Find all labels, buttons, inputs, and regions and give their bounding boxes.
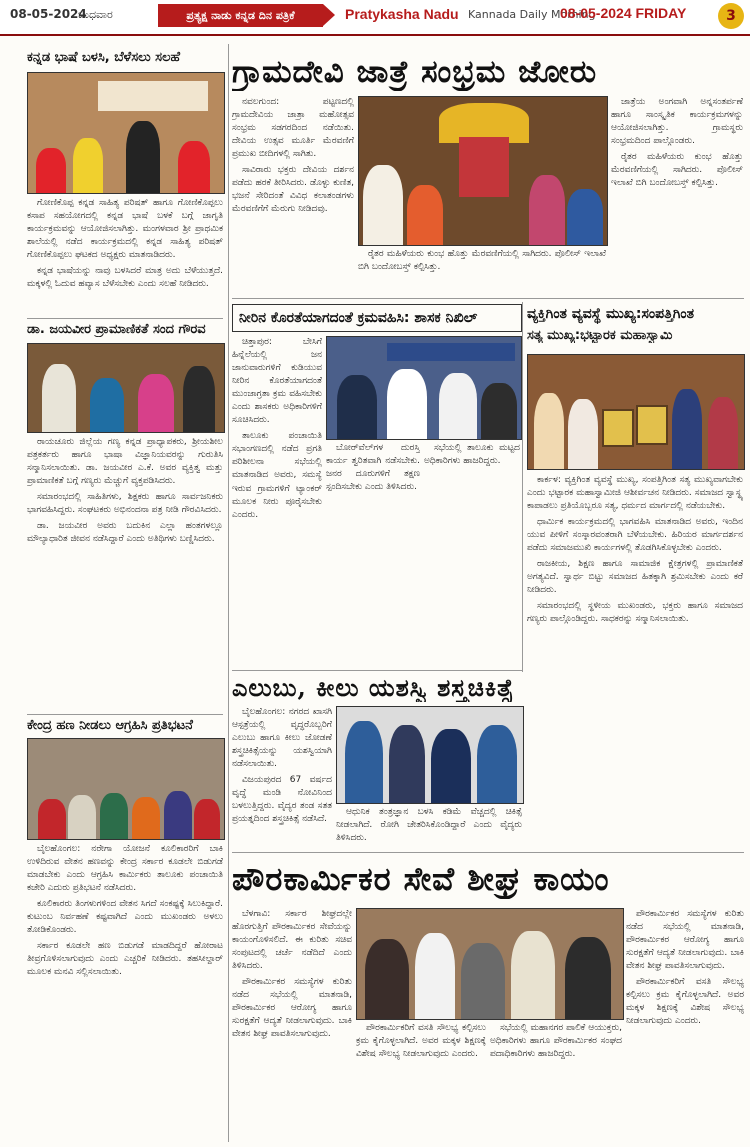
article6-headline: ವ್ಯಕ್ತಿಗಿಂತ ವ್ಯವಸ್ಥೆ ಮುಖ್ಯ:ಸಂಪತ್ತಿಗಿಂತ ಸತ್ಯ ಮುಖ್ಯ:ಭಟ್ಟಾರಕ ಮಹಾಸ್ವಾಮಿ bbox=[527, 306, 694, 343]
masthead-brand: Pratykasha Nadu bbox=[345, 6, 459, 22]
article4-body-col1: ನವಲಗುಂದ: ಪಟ್ಟಣದಲ್ಲಿ ಗ್ರಾಮದೇವಿಯ ಜಾತ್ರಾ ಮಹೋತ್ಸವ ಸಂಭ್ರಮ ಸಡಗರದಿಂದ ನಡೆಯಿತು. ದೇವಿಯ ಉತ್ಸವ ಮೂರ್ತಿ ಮೆರವಣಿಗೆ ಪ್ರಮುಖ ಬೀದಿಗಳಲ್ಲಿ ಸಾಗಿತು. ಸಾವಿರಾರು ಭಕ್ತರು ದೇವಿಯ ದರ್ಶನ ಪಡೆದು ಹರಕೆ ತೀರಿಸಿದರು. ಡೊಳ್ಳು ಕುಣಿತ, ಭಜನೆ ಸೇರಿದಂತೆ ವಿವಿಧ ಕಲಾತಂಡಗಳು ಮೆರವಣಿಗೆಗೆ ಮೆರುಗು ನೀಡಿದವು. bbox=[232, 97, 354, 215]
article5-body-col3: ಸಭೆಯಲ್ಲಿ ತಾಲೂಕು ಮಟ್ಟದ ಅಧಿಕಾರಿಗಳು ಹಾಜರಿದ್ದರು. bbox=[424, 443, 520, 467]
article5-headline: ನೀರಿನ ಕೊರತೆಯಾಗದಂತೆ ಕ್ರಮವಹಿಸಿ: ಶಾಸಕ ನಿಖಿಲ್ bbox=[232, 304, 522, 332]
article5-body-col1: ಚಿತ್ತಾಪುರ: ಬೇಸಿಗೆ ಹಿನ್ನೆಲೆಯಲ್ಲಿ ಜನ ಜಾನುವಾರುಗಳಿಗೆ ಕುಡಿಯುವ ನೀರಿನ ಕೊರತೆಯಾಗದಂತೆ ಮುಂಜಾಗ್ರತಾ ಕ್ರಮ ವಹಿಸಬೇಕು ಎಂದು ಶಾಸಕರು ಅಧಿಕಾರಿಗಳಿಗೆ ಸೂಚಿಸಿದರು. ತಾಲೂಕು ಪಂಚಾಯಿತಿ ಸಭಾಂಗಣದಲ್ಲಿ ನಡೆದ ಪ್ರಗತಿ ಪರಿಶೀಲನಾ ಸಭೆಯಲ್ಲಿ ಮಾತನಾಡಿದ ಅವರು, ಸಮಸ್ಯೆ ಇರುವ ಗ್ರಾಮಗಳಿಗೆ ಟ್ಯಾಂಕರ್ ಮೂಲಕ ನೀರು ಪೂರೈಸಬೇಕು ಎಂದರು. bbox=[232, 337, 322, 520]
article5-body-col2: ಬೋರ್‌ವೆಲ್‌ಗಳ ದುರಸ್ತಿ ಕಾರ್ಯ ತ್ವರಿತವಾಗಿ ನಡೆಸಬೇಕು. ಜನರ ದೂರುಗಳಿಗೆ ತಕ್ಷಣ ಸ್ಪಂದಿಸಬೇಕು ಎಂದು ತಿಳಿಸಿದರು. bbox=[326, 443, 420, 493]
article2-photo bbox=[27, 343, 225, 433]
article1-headline: ಕನ್ನಡ ಭಾಷೆ ಬಳಸಿ, ಬೆಳೆಸಲು ಸಲಹೆ bbox=[27, 50, 181, 65]
masthead-tagline: ಪ್ರತ್ಯಕ್ಷ ನಾಡು ಕನ್ನಡ ದಿನ ಪತ್ರಿಕೆ bbox=[158, 4, 323, 27]
masthead-subtitle: Kannada Daily Morning bbox=[468, 8, 596, 21]
article8-headline: ಪೌರಕಾರ್ಮಿಕರ ಸೇವೆ ಶೀಘ್ರ ಕಾಯಂ bbox=[232, 860, 610, 898]
article6-photo bbox=[527, 354, 745, 470]
article8-body-col4: ಪೌರಕಾರ್ಮಿಕರ ಸಮಸ್ಯೆಗಳ ಕುರಿತು ನಡೆದ ಸಭೆಯಲ್ಲಿ ಮಾತನಾಡಿ, ಪೌರಕಾರ್ಮಿಕರ ಆರೋಗ್ಯ ಹಾಗೂ ಸುರಕ್ಷತೆಗೆ ಆದ್ಯತೆ ನೀಡಲಾಗುವುದು. ಬಾಕಿ ವೇತನ ಶೀಘ್ರ ಪಾವತಿಸಲಾಗುವುದು. ಪೌರಕಾರ್ಮಿಕರಿಗೆ ವಸತಿ ಸೌಲಭ್ಯ ಕಲ್ಪಿಸಲು ಕ್ರಮ ಕೈಗೊಳ್ಳಲಾಗಿದೆ. ಅವರ ಮಕ್ಕಳ ಶಿಕ್ಷಣಕ್ಕೆ ವಿಶೇಷ ಸೌಲಭ್ಯ ನೀಡಲಾಗುವುದು ಎಂದರು. bbox=[626, 909, 744, 1027]
masthead bbox=[0, 0, 750, 36]
article7-body-col2: ಆಧುನಿಕ ತಂತ್ರಜ್ಞಾನ ಬಳಸಿ ಕಡಿಮೆ ವೆಚ್ಚದಲ್ಲಿ ಚಿಕಿತ್ಸೆ ನೀಡಲಾಗಿದೆ. ರೋಗಿ ಚೇತರಿಸಿಕೊಂಡಿದ್ದಾರೆ ಎಂದು ವೈದ್ಯರು ತಿಳಿಸಿದರು. bbox=[336, 807, 522, 844]
masthead-day: ಬುಧವಾರ bbox=[78, 8, 113, 21]
article3-photo bbox=[27, 738, 225, 840]
article3-body: ಬೈಲಹೊಂಗಲ: ನರೇಗಾ ಯೋಜನೆ ಕೂಲಿಕಾರರಿಗೆ ಬಾಕಿ ಉಳಿದಿರುವ ವೇತನ ಹಣವನ್ನು ಕೇಂದ್ರ ಸರ್ಕಾರ ಕೂಡಲೇ ಬಿಡುಗಡೆ ಮಾಡಬೇಕು ಎಂದು ಆಗ್ರಹಿಸಿ ಕಾರ್ಮಿಕರು ತಾಲೂಕು ಪಂಚಾಯಿತಿ ಕಚೇರಿ ಎದುರು ಪ್ರತಿಭಟನೆ ನಡೆಸಿದರು. ಕೂಲಿಕಾರರು ತಿಂಗಳುಗಳಿಂದ ವೇತನ ಸಿಗದೆ ಸಂಕಷ್ಟಕ್ಕೆ ಸಿಲುಕಿದ್ದಾರೆ. ಕುಟುಂಬ ನಿರ್ವಹಣೆ ಕಷ್ಟವಾಗಿದೆ ಎಂದು ಮುಖಂಡರು ಅಳಲು ತೋಡಿಕೊಂಡರು. ಸರ್ಕಾರ ಕೂಡಲೇ ಹಣ ಬಿಡುಗಡೆ ಮಾಡದಿದ್ದರೆ ಹೋರಾಟ ತೀವ್ರಗೊಳಿಸಲಾಗುವುದು ಎಂದು ಎಚ್ಚರಿಕೆ ನೀಡಿದರು. ತಹಸೀಲ್ದಾರ್ ಮೂಲಕ ಮನವಿ ಸಲ್ಲಿಸಲಾಯಿತು. bbox=[27, 844, 223, 978]
article8-body-col3: ಸಭೆಯಲ್ಲಿ ಮಹಾನಗರ ಪಾಲಿಕೆ ಆಯುಕ್ತರು, ಅಧಿಕಾರಿಗಳು ಹಾಗೂ ಪೌರಕಾರ್ಮಿಕರ ಸಂಘದ ಪದಾಧಿಕಾರಿಗಳು ಹಾಜರಿದ್ದರು. bbox=[490, 1023, 622, 1060]
masthead-date-right: 08-05-2024 FRIDAY bbox=[560, 5, 687, 21]
article4-photo bbox=[358, 96, 608, 246]
article1-photo bbox=[27, 72, 225, 194]
article2-headline: ಡಾ. ಜಯವೀರ ಪ್ರಾಮಾಣಿಕತೆ ಸಂದ ಗೌರವ bbox=[27, 322, 206, 337]
article5-photo bbox=[326, 336, 522, 440]
article7-photo bbox=[336, 706, 524, 804]
article4-headline: ಗ್ರಾಮದೇವಿ ಜಾತ್ರೆ ಸಂಭ್ರಮ ಜೋರು bbox=[232, 54, 598, 90]
article4-body-col2: ರೈತರ ಮಹಿಳೆಯರು ಕುಂಭ ಹೊತ್ತು ಮೆರವಣಿಗೆಯಲ್ಲಿ ಸಾಗಿದರು. ಪೊಲೀಸ್ ಇಲಾಖೆ ಬಿಗಿ ಬಂದೋಬಸ್ತ್ ಕಲ್ಪಿಸಿತ್ತು. bbox=[358, 249, 606, 273]
article8-body-col2: ಪೌರಕಾರ್ಮಿಕರಿಗೆ ವಸತಿ ಸೌಲಭ್ಯ ಕಲ್ಪಿಸಲು ಕ್ರಮ ಕೈಗೊಳ್ಳಲಾಗಿದೆ. ಅವರ ಮಕ್ಕಳ ಶಿಕ್ಷಣಕ್ಕೆ ವಿಶೇಷ ಸೌಲಭ್ಯ ನೀಡಲಾಗುವುದು ಎಂದರು. bbox=[356, 1023, 486, 1060]
article6-body: ಕಾರ್ಕಳ: ವ್ಯಕ್ತಿಗಿಂತ ವ್ಯವಸ್ಥೆ ಮುಖ್ಯ, ಸಂಪತ್ತಿಗಿಂತ ಸತ್ಯ ಮುಖ್ಯವಾಗಬೇಕು ಎಂದು ಭಟ್ಟಾರಕ ಮಹಾಸ್ವಾಮೀಜಿ ಆಶೀರ್ವಚನ ನೀಡಿದರು. ಸಮಾಜದ ಸ್ವಾಸ್ಥ್ಯ ಕಾಪಾಡಲು ಪ್ರತಿಯೊಬ್ಬರೂ ಸತ್ಯ, ಧರ್ಮದ ಮಾರ್ಗದಲ್ಲಿ ನಡೆಯಬೇಕು. ಧಾರ್ಮಿಕ ಕಾರ್ಯಕ್ರಮದಲ್ಲಿ ಭಾಗವಹಿಸಿ ಮಾತನಾಡಿದ ಅವರು, ಇಂದಿನ ಯುವ ಪೀಳಿಗೆ ಸಂಸ್ಕಾರವಂತರಾಗಿ ಬೆಳೆಯಬೇಕು. ಹಿರಿಯರ ಮಾರ್ಗದರ್ಶನ ಪಡೆದು ಸಮಾಜಮುಖಿ ಕಾರ್ಯಗಳಲ್ಲಿ ತೊಡಗಿಸಿಕೊಳ್ಳಬೇಕು ಎಂದರು. ರಾಜಕೀಯ, ಶಿಕ್ಷಣ ಹಾಗೂ ಸಾಮಾಜಿಕ ಕ್ಷೇತ್ರಗಳಲ್ಲಿ ಪ್ರಾಮಾಣಿಕತೆ ಅಗತ್ಯವಿದೆ. ಸ್ವಾರ್ಥ ಬಿಟ್ಟು ಸಮಾಜದ ಹಿತಕ್ಕಾಗಿ ಶ್ರಮಿಸಬೇಕು ಎಂದು ಕರೆ ನೀಡಿದರು. ಸಮಾರಂಭದಲ್ಲಿ ಸ್ಥಳೀಯ ಮುಖಂಡರು, ಭಕ್ತರು ಹಾಗೂ ಸಮಾಜದ ಗಣ್ಯರು ಪಾಲ್ಗೊಂಡಿದ್ದರು. ಸಾಧಕರನ್ನು ಸನ್ಮಾನಿಸಲಾಯಿತು. bbox=[527, 475, 743, 625]
article8-photo bbox=[356, 908, 624, 1020]
page-number-badge: 3 bbox=[718, 3, 744, 29]
article7-body-col1: ಬೈಲಹೊಂಗಲ: ನಗರದ ಖಾಸಗಿ ಆಸ್ಪತ್ರೆಯಲ್ಲಿ ವೃದ್ಧರೊಬ್ಬರಿಗೆ ಎಲುಬು ಹಾಗೂ ಕೀಲು ಜೋಡಣೆ ಶಸ್ತ್ರಚಿಕಿತ್ಸೆಯನ್ನು ಯಶಸ್ವಿಯಾಗಿ ನಡೆಸಲಾಯಿತು. ವಿಜಯಪುರದ 67 ವರ್ಷದ ವೃದ್ಧೆ ಮಂಡಿ ನೋವಿನಿಂದ ಬಳಲುತ್ತಿದ್ದರು. ವೈದ್ಯರ ತಂಡ ಸತತ ಪ್ರಯತ್ನದಿಂದ ಶಸ್ತ್ರಚಿಕಿತ್ಸೆ ನಡೆಸಿದೆ. bbox=[232, 707, 332, 825]
article4-body-col3: ಜಾತ್ರೆಯ ಅಂಗವಾಗಿ ಅನ್ನಸಂತರ್ಪಣೆ ಹಾಗೂ ಸಾಂಸ್ಕೃತಿಕ ಕಾರ್ಯಕ್ರಮಗಳನ್ನು ಆಯೋಜಿಸಲಾಗಿತ್ತು. ಗ್ರಾಮಸ್ಥರು ಸಂಭ್ರಮದಿಂದ ಪಾಲ್ಗೊಂಡರು. ರೈತರ ಮಹಿಳೆಯರು ಕುಂಭ ಹೊತ್ತು ಮೆರವಣಿಗೆಯಲ್ಲಿ ಸಾಗಿದರು. ಪೊಲೀಸ್ ಇಲಾಖೆ ಬಿಗಿ ಬಂದೋಬಸ್ತ್ ಕಲ್ಪಿಸಿತ್ತು. bbox=[611, 97, 743, 189]
article7-headline: ಎಲುಬು, ಕೀಲು ಯಶಸ್ವಿ ಶಸ್ತ್ರಚಿಕಿತ್ಸೆ bbox=[232, 673, 515, 702]
article8-body-col1: ಬೆಳಗಾವಿ: ಸರ್ಕಾರ ಶೀಘ್ರದಲ್ಲೇ ಹೊರಗುತ್ತಿಗೆ ಪೌರಕಾರ್ಮಿಕರ ಸೇವೆಯನ್ನು ಕಾಯಂಗೊಳಿಸಲಿದೆ. ಈ ಕುರಿತು ಸಚಿವ ಸಂಪುಟದಲ್ಲಿ ಚರ್ಚೆ ನಡೆದಿದೆ ಎಂದು ತಿಳಿಸಿದರು. ಪೌರಕಾರ್ಮಿಕರ ಸಮಸ್ಯೆಗಳ ಕುರಿತು ನಡೆದ ಸಭೆಯಲ್ಲಿ ಮಾತನಾಡಿ, ಪೌರಕಾರ್ಮಿಕರ ಆರೋಗ್ಯ ಹಾಗೂ ಸುರಕ್ಷತೆಗೆ ಆದ್ಯತೆ ನೀಡಲಾಗುವುದು. ಬಾಕಿ ವೇತನ ಶೀಘ್ರ ಪಾವತಿಸಲಾಗುವುದು. bbox=[232, 909, 352, 1040]
masthead-date: 08-05-2024 bbox=[10, 7, 87, 21]
article3-headline: ಕೇಂದ್ರ ಹಣ ನೀಡಲು ಆಗ್ರಹಿಸಿ ಪ್ರತಿಭಟನೆ bbox=[27, 718, 193, 733]
article1-body: ಗೋಣಿಕೊಪ್ಪ ಕನ್ನಡ ಸಾಹಿತ್ಯ ಪರಿಷತ್ ಹಾಗೂ ಗೋಣಿಕೊಪ್ಪಲು ಕಸಾಪ ಸಹಯೋಗದಲ್ಲಿ ಕನ್ನಡ ಭಾಷೆ ಬಳಕೆ ಬಗ್ಗೆ ಜಾಗೃತಿ ಕಾರ್ಯಕ್ರಮವನ್ನು ಆಯೋಜಿಸಲಾಗಿತ್ತು. ಮಂಗಳವಾರ ಶ್ರೀ ಪ್ರಾಥಮಿಕ ಶಾಲೆಯಲ್ಲಿ ನಡೆದ ಕಾರ್ಯಕ್ರಮದಲ್ಲಿ ಕನ್ನಡ ಸಾಹಿತ್ಯ ಪರಿಷತ್ ಗೋಣಿಕೊಪ್ಪಲು ಘಟಕದ ಅಧ್ಯಕ್ಷರು ಮಾತನಾಡಿದರು. ಕನ್ನಡ ಭಾಷೆಯನ್ನು ನಾವು ಬಳಸಿದರೆ ಮಾತ್ರ ಅದು ಬೆಳೆಯುತ್ತದೆ. ಮಕ್ಕಳಲ್ಲಿ ಓದುವ ಹವ್ಯಾಸ ಬೆಳೆಸಬೇಕು ಎಂದು ಸಲಹೆ ನೀಡಿದರು. bbox=[27, 198, 223, 290]
article2-body: ರಾಯಚೂರು ಜಿಲ್ಲೆಯ ಗಣ್ಯ ಕನ್ನಡ ಪ್ರಾಧ್ಯಾಪಕರು, ಶ್ರೀಯಶೀಲ ಪತ್ರಕರ್ತರು ಹಾಗೂ ಭಾಷಾ ವಿಜ್ಞಾನಿಯವರನ್ನು ಗುರುತಿಸಿ ಸನ್ಮಾನಿಸಲಾಯಿತು. ಡಾ. ಜಯವೀರ ಎ.ಕೆ. ಅವರ ವ್ಯಕ್ತಿತ್ವ ಮತ್ತು ಪ್ರಾಮಾಣಿಕತೆ ಬಗ್ಗೆ ಗಣ್ಯರು ಮೆಚ್ಚುಗೆ ವ್ಯಕ್ತಪಡಿಸಿದರು. ಸಮಾರಂಭದಲ್ಲಿ ಸಾಹಿತಿಗಳು, ಶಿಕ್ಷಕರು ಹಾಗೂ ಸಾರ್ವಜನಿಕರು ಭಾಗವಹಿಸಿದ್ದರು. ಸಂಘಟಕರು ಅಭಿನಂದನಾ ಪತ್ರ ನೀಡಿ ಗೌರವಿಸಿದರು. ಡಾ. ಜಯವೀರ ಅವರು ಬದುಕಿನ ಎಲ್ಲಾ ಹಂತಗಳಲ್ಲೂ ಮೌಲ್ಯಾಧಾರಿತ ಜೀವನ ನಡೆಸಿದ್ದಾರೆ ಎಂದು ಅತಿಥಿಗಳು ಬಣ್ಣಿಸಿದರು. bbox=[27, 437, 223, 545]
